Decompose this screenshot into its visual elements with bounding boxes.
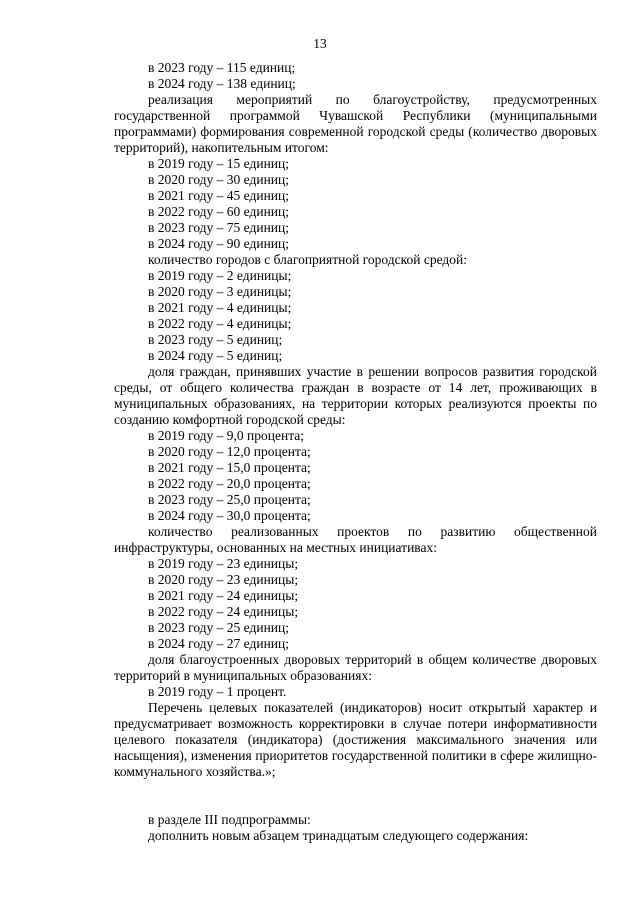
spacer	[114, 780, 597, 812]
list-item: в 2019 году – 2 единицы;	[148, 268, 292, 283]
paragraph-projects-intro: количество реализованных проектов по развитию общественной инфраструктуры, основанных на местных инициативах:	[114, 524, 597, 555]
list-item: в 2022 году – 4 единицы;	[148, 316, 292, 331]
paragraph-citizens-intro: доля граждан, принявших участие в решении вопросов развития городской среды, от общего количества граждан в возрасте от 14 лет, проживающих в муниципальных образованиях, на территории которых реализуются проекты по созданию комфортной городской среды:	[114, 364, 597, 427]
paragraph-closing: Перечень целевых показателей (индикаторов) носит открытый характер и предусматривает возможность корректировки в случае потери информативности целевого показателя (индикатора) (достижения максимального значения или насыщения), изменения приоритетов государственной политики в сфере жилищно-коммунального хозяйства.»;	[114, 700, 597, 779]
final-line: дополнить новым абзацем тринадцатым следующего содержания:	[148, 828, 529, 843]
list-item: в 2021 году – 24 единицы;	[148, 588, 299, 603]
list-item: в 2021 году – 45 единиц;	[148, 188, 290, 203]
list-item: в 2023 году – 5 единиц;	[148, 332, 283, 347]
list-item: в 2024 году – 30,0 процента;	[148, 508, 311, 523]
list-item: в 2023 году – 25,0 процента;	[148, 492, 311, 507]
list-item: в 2020 году – 12,0 процента;	[148, 444, 311, 459]
paragraph-cities-intro: количество городов с благоприятной городской средой:	[148, 252, 468, 267]
paragraph-share-intro: доля благоустроенных дворовых территорий в общем количестве дворовых территорий в муниципальных образованиях:	[114, 652, 597, 683]
list-item: в 2021 году – 4 единицы;	[148, 300, 292, 315]
list-item: в 2022 году – 24 единицы;	[148, 604, 299, 619]
list-item: в 2019 году – 23 единицы;	[148, 556, 299, 571]
list-item: в 2024 году – 138 единиц;	[148, 76, 296, 91]
list-item: в 2024 году – 90 единиц;	[148, 236, 290, 251]
list-item: в 2019 году – 15 единиц;	[148, 156, 290, 171]
paragraph-courtyards-intro: реализация мероприятий по благоустройству, предусмотренных государственной программой Чувашской Республики (муниципальными программами) формирования современной городской среды (количество дворовых территорий), накопительным итогом:	[114, 92, 597, 155]
list-item: в 2019 году – 1 процент.	[148, 684, 287, 699]
list-item: в 2023 году – 115 единиц;	[148, 60, 296, 75]
final-line: в разделе III подпрограммы:	[148, 812, 311, 827]
list-item: в 2020 году – 3 единицы;	[148, 284, 292, 299]
page-number: 13	[313, 36, 327, 51]
list-item: в 2020 году – 23 единицы;	[148, 572, 299, 587]
list-item: в 2019 году – 9,0 процента;	[148, 428, 305, 443]
document-body	[114, 60, 597, 844]
list-item: в 2023 году – 75 единиц;	[148, 220, 290, 235]
list-item: в 2024 году – 5 единиц;	[148, 348, 283, 363]
list-item: в 2022 году – 60 единиц;	[148, 204, 290, 219]
list-item: в 2024 году – 27 единиц;	[148, 636, 290, 651]
list-item: в 2021 году – 15,0 процента;	[148, 460, 311, 475]
list-item: в 2020 году – 30 единиц;	[148, 172, 290, 187]
list-item: в 2022 году – 20,0 процента;	[148, 476, 311, 491]
list-item: в 2023 году – 25 единиц;	[148, 620, 290, 635]
